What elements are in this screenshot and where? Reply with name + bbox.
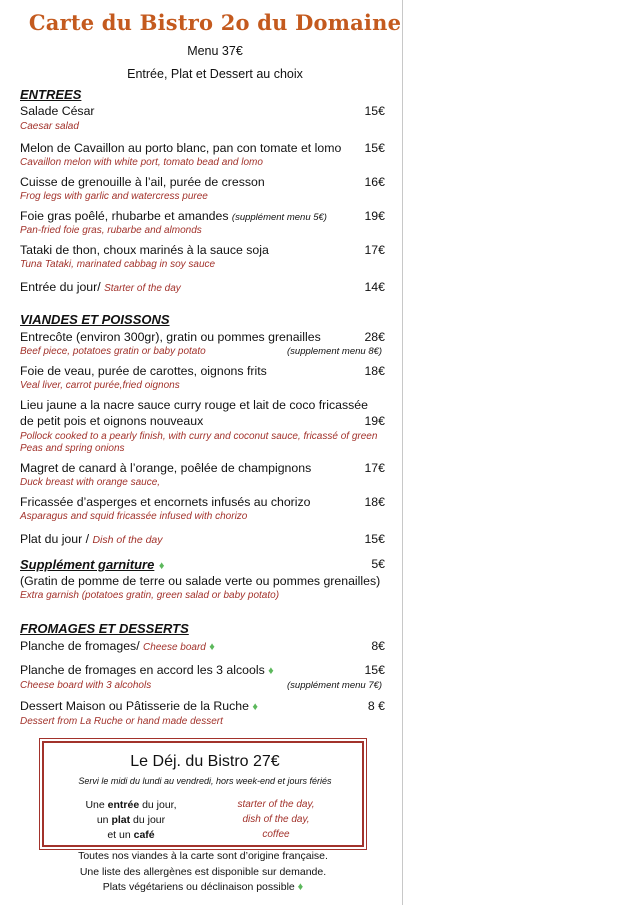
menu-item-name	[20, 663, 274, 677]
menu-item-translation: Asparagus and squid fricassée infused with chorizo	[20, 511, 248, 522]
blank-side-panel	[403, 0, 640, 905]
menu-item-name-cont: de petit pois et oignons nouveaux	[20, 414, 204, 428]
dej-right-line: starter of the day,	[237, 799, 315, 810]
menu-item-translation: Duck breast with orange sauce,	[20, 477, 161, 488]
menu-item-price: 16€	[364, 175, 385, 189]
vegetarian-diamond-icon: ♦	[268, 665, 274, 677]
menu-item-translation: Cheese board with 3 alcohols	[20, 680, 152, 691]
menu-item-translation: Beef piece, potatoes gratin or baby potato	[20, 346, 206, 357]
menu-item-price: 19€	[364, 414, 385, 428]
menu-item-translation: Caesar salad	[20, 121, 79, 132]
menu-item-price: 28€	[364, 330, 385, 344]
menu-item-name: Salade César	[20, 104, 95, 118]
menu-item-translation: Dish of the day	[92, 534, 163, 546]
menu-item-name: Lieu jaune a la nacre sauce curry rouge et lait de coco fricassée	[20, 398, 368, 412]
menu-item-price: 17€	[364, 243, 385, 257]
menu-subtitle: Entrée, Plat et Dessert au choix	[127, 67, 303, 81]
menu-item-price: 14€	[364, 280, 385, 294]
menu-item-name: Fricassée d’asperges et encornets infusés au chorizo	[20, 495, 311, 509]
menu-item-name-text: Entrée du jour/	[20, 280, 101, 294]
footer-vegetarian	[22, 881, 384, 893]
vegetarian-diamond-icon: ♦	[252, 701, 259, 713]
menu-item-name: Foie de veau, purée de carottes, oignons frits	[20, 364, 267, 378]
menu-item-name: Tataki de thon, choux marinés à la sauce soja	[20, 243, 269, 257]
dej-left-line: un plat du jour	[96, 814, 166, 826]
footer-vegetarian-text: Plats végétariens ou déclinaison possible	[102, 881, 295, 893]
menu-item-note: (supplément menu 5€)	[231, 212, 327, 223]
menu-item-price: 18€	[364, 364, 385, 378]
menu-item-name-text: Plat du jour /	[20, 532, 90, 546]
menu-item-note: (supplement menu 8€)	[287, 346, 383, 357]
menu-item-price: 17€	[364, 461, 385, 475]
menu-item-price: 15€	[364, 104, 385, 118]
menu-item-translation: Cavaillon melon with white port, tomato bead and lomo	[20, 157, 263, 168]
menu-item-translation: Dessert from La Ruche or hand made dessert	[20, 716, 223, 727]
menu-item-name-text: Planche de fromages/	[20, 639, 140, 653]
menu-item-price: 15€	[364, 141, 385, 155]
footer-allergens: Une liste des allergènes est disponible sur demande.	[79, 866, 327, 878]
dej-du-bistro-box	[42, 741, 364, 847]
menu-item-name: Magret de canard à l’orange, poêlée de champignons	[20, 461, 312, 475]
menu-item-name-text: Dessert Maison ou Pâtisserie de la Ruche	[20, 699, 249, 713]
supplement-detail: (Gratin de pomme de terre ou salade verte ou pommes grenailles)	[20, 574, 381, 588]
menu-item-name	[20, 209, 327, 223]
menu-item-translation: Starter of the day	[104, 283, 181, 294]
menu-title: Carte du Bistro 2o du Domaine	[28, 10, 402, 35]
menu-item-price: 19€	[364, 209, 385, 223]
menu-item-price: 15€	[364, 663, 385, 677]
dej-right-line: coffee	[262, 829, 290, 840]
vegetarian-diamond-icon: ♦	[158, 560, 165, 572]
menu-item-note: (supplément menu 7€)	[287, 680, 383, 691]
menu-item-price: 8 €	[367, 699, 385, 713]
menu-item-translation: Pollock cooked to a pearly finish, with curry and coconut sauce, fricassé of green	[20, 431, 378, 442]
menu-item-name	[20, 699, 258, 713]
menu-item-name: Cuisse de grenouille à l’ail, purée de cresson	[20, 175, 265, 189]
vegetarian-diamond-icon: ♦	[209, 641, 215, 653]
menu-item-name	[20, 532, 163, 546]
dej-left-line: et un café	[107, 829, 155, 841]
footer-origin: Toutes nos viandes à la carte sont d’origine française.	[78, 850, 328, 862]
menu-item-translation: Frog legs with garlic and watercress puree	[20, 191, 208, 202]
menu-item-translation-cont: Peas and spring onions	[20, 443, 125, 454]
menu-item-price: 18€	[364, 495, 385, 509]
menu-item-price: 8€	[371, 639, 385, 653]
menu-item-translation: Pan-fried foie gras, rubarbe and almonds	[20, 225, 202, 236]
vegetarian-diamond-icon: ♦	[297, 881, 304, 893]
menu-item-name	[20, 280, 181, 294]
supplement-price: 5€	[371, 557, 385, 571]
menu-item-translation: Veal liver, carrot purée,fried oignons	[20, 380, 180, 391]
supplement-heading: Supplément garniture	[20, 557, 155, 572]
section-entrees-heading: ENTREES	[20, 87, 82, 102]
menu-item-name-text: Planche de fromages en accord les 3 alcools	[20, 663, 265, 677]
menu-item-name	[20, 639, 215, 653]
menu-price: Menu 37€	[187, 44, 243, 58]
menu-item-name: Melon de Cavaillon au porto blanc, pan con tomate et lomo	[20, 141, 342, 155]
menu-item-name: Entrecôte (environ 300gr), gratin ou pommes grenailles	[20, 330, 321, 344]
menu-item-name-text: Foie gras poêlé, rhubarbe et amandes	[20, 209, 229, 223]
dej-left-line: Une entrée du jour,	[85, 799, 177, 811]
menu-item-price: 15€	[364, 532, 385, 546]
dej-title: Le Déj. du Bistro 27€	[130, 753, 280, 770]
supplement-heading-row	[20, 556, 164, 574]
menu-item-translation: Tuna Tataki, marinated cabbag in soy sauce	[20, 259, 216, 270]
section-viandes-heading: VIANDES ET POISSONS	[20, 312, 170, 327]
dej-subtitle: Servi le midi du lundi au vendredi, hors week-end et jours fériés	[78, 776, 332, 786]
dej-right-line: dish of the day,	[242, 814, 310, 825]
menu-item-translation: Cheese board	[143, 642, 206, 653]
section-fromages-heading: FROMAGES ET DESSERTS	[20, 621, 189, 636]
supplement-translation: Extra garnish (potatoes gratin, green salad or baby potato)	[20, 590, 280, 601]
